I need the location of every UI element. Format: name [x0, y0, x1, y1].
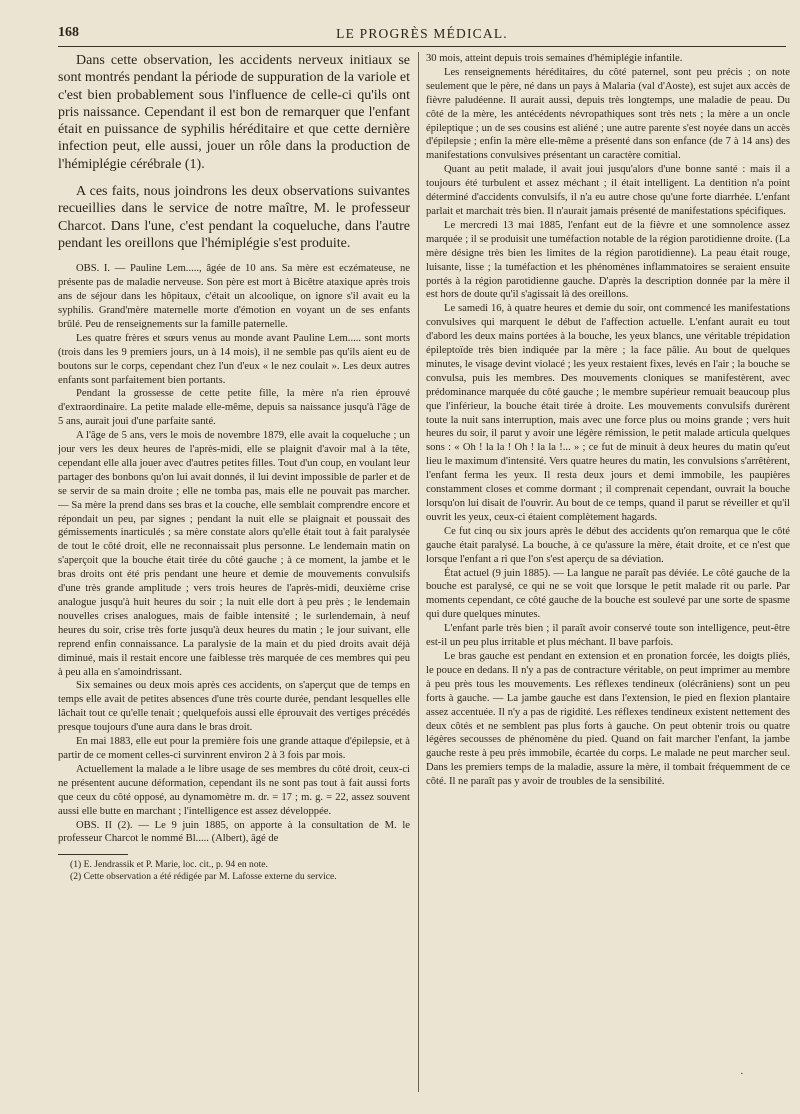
footnote-rule	[58, 854, 128, 855]
left-paragraph: Six semaines ou deux mois après ces accidents, on s'aperçut que de temps en temps elle avait de petites absences d'une très courte durée, pendant lesquelles elle lâchait tout ce qu'elle tenait ; quelquefois aussi elle éprouvait des vertiges précédés presque toujours d'une aura dans le bras droit.	[58, 680, 410, 734]
left-paragraph: Les quatre frères et sœurs venus au monde avant Pauline Lem..... sont morts (trois dans les 9 premiers jours, un à 14 mois), il ne semble pas qu'ils aient eu de boutons sur le corps, cependant chez l'un d'eux « le nez coulait ». Les deux autres enfants sont parfaitement bien portants.	[58, 332, 410, 386]
right-paragraph: 30 mois, atteint depuis trois semaines d'hémiplégie infantile.	[426, 53, 683, 64]
right-paragraph: Les renseignements héréditaires, du côté paternel, sont peu précis ; on note seulement que le père, né dans un pays à Malaria (val d'Aoste), est sujet aux accès de fièvre paludéenne. Il aurait aussi, depuis très longtemps, une maladie de peau. Du côté de la mère, les antécédents névropathiques sont très nets ; la mère a un oncle épileptique ; un de ses cousins est aliéné ; une autre parente s'est noyée dans un accès d'épilepsie ; enfin la mère elle-même a présenté dans son enfance (de 7 à 14 ans) des manifestations convulsives présentant un caractère comitial.	[426, 66, 790, 162]
left-paragraph: En mai 1883, elle eut pour la première fois une grande attaque d'épilepsie, et à partir de ce moment celles-ci survinrent environ 2 à 3 fois par mois.	[58, 736, 410, 761]
left-paragraph: Dans cette observation, les accidents nerveux initiaux se sont montrés pendant la période de suppuration de la variole et c'est bien probablement sous l'influence de celle-ci qu'ils ont pris naissance. Cependant il est bon de remarquer que l'enfant était en puissance de syphilis héréditaire et que cette dernière infection peut, elle aussi, jouer un rôle dans la production de l'hémiplégie cérébrale (1).	[58, 53, 410, 172]
column-divider	[418, 52, 419, 1092]
page-number: 168	[58, 25, 79, 40]
right-paragraph: Le samedi 16, à quatre heures et demie du soir, ont commencé les manifestations convulsives qui marquent le début de l'affection actuelle. L'enfant aurait eu tout d'abord les deux mains portées à la bouche, les yeux blancs, une véritable trépidation épileptoïde très bien indiquée par la mère ; la face pâlie. Au bout de quelques minutes, le visage devint violacé ; les yeux restaient fixes, levés en l'air ; la bouche se convulsa, puis les membres. Des mouvements cloniques se manifestèrent, avec prédominance marquée du côté gauche ; le membre supérieur remuait beaucoup plus que l'inférieur, la bouche était tirée à droite. Les mouvements convulsifs durèrent toute la nuit sans interruption, mais avec une force plus ou moins grande ; vers huit heures du soir, il parut y avoir une légère rémission, le petit malade articula quelques sons : « Oh ! la la ! Oh ! la la !... » ; ce fut de minuit à deux heures du matin qu'eut lieu le maximum d'intensité. Vers quatre heures du matin, les convulsions s'arrêtèrent, l'enfant ferma les yeux. Il resta deux jours et demi immobile, les paupières constamment closes et comme dormant ; il comprenait cependant, ouvrait la bouche lorsqu'on lui disait de l'ouvrir. Au bout de ce temps, quand il parut se réveiller et qu'il ouvrit les yeux, ceux-ci étaient complètement hagards.	[426, 303, 790, 523]
left-column	[58, 52, 410, 1100]
right-paragraph: L'enfant parle très bien ; il paraît avoir conservé toute son intelligence, peut-être est-il un peu plus irritable et plus méchant. Il bave parfois.	[426, 623, 790, 649]
right-paragraph: Le bras gauche est pendant en extension et en pronation forcée, les doigts pliés, le pouce en dedans. Il n'y a pas de contracture véritable, on peut imprimer au membre à peu près tous les mouvements. Les réflexes tendineux (olécrâniens) sont un peu forts à gauche. — La jambe gauche est dans l'extension, le pied en flexion plantaire assez accentuée. Il n'y a pas de rigidité. Les réflexes tendineux existent nettement des deux côtés et ne semblent pas plus forts à gauche. On peut obtenir trois ou quatre légères secousses de phénomène du pied. Quand on fait marcher l'enfant, la jambe gauche reste à peu près immobile, écartée du corps. Le malade ne peut marcher seul. Dans les premiers temps de la maladie, assure la mère, il tombait fréquemment de ce côté. Il ne paraît pas y avoir de troubles de la sensibilité.	[426, 650, 790, 788]
left-paragraph: OBS. I. — Pauline Lem....., âgée de 10 ans. Sa mère est eczémateuse, ne présente pas de maladie nerveuse. Son père est mort à Bicêtre ataxique après trois ans de séjour dans les hôpitaux, c'était un alcoolique, on ignore s'il avait eu la syphilis. Grand'mère maternelle morte d'émotion en voyant un de ses enfants brûlé. Peu de renseignements sur la famille paternelle.	[58, 263, 410, 330]
right-paragraph: État actuel (9 juin 1885). — La langue ne paraît pas déviée. Le côté gauche de la bouche est paralysé, ce qui ne se voit que lorsque le petit malade rit ou parle. Par moments cependant, ce côté gauche de la bouche est soulevé par une sorte de spasme qui dure quelques minutes.	[426, 567, 790, 621]
footnote: (2) Cette observation a été rédigée par M. Lafosse externe du service.	[70, 871, 337, 883]
left-paragraph: A ces faits, nous joindrons les deux observations suivantes recueillies dans le service de notre maître, M. le professeur Charcot. Dans l'une, c'est pendant la coqueluche, dans l'autre pendant les oreillons que l'hémiplégie s'est produite.	[58, 184, 410, 251]
footnote: (1) E. Jendrassik et P. Marie, loc. cit., p. 94 en note.	[70, 859, 268, 871]
page-header	[58, 22, 786, 47]
left-paragraph: Pendant la grossesse de cette petite fille, la mère n'a rien éprouvé d'extraordinaire. La petite malade elle-même, depuis sa naissance jusqu'à l'âge de 5 ans, aurait joui d'une parfaite santé.	[58, 388, 410, 428]
left-paragraph: OBS. II (2). — Le 9 juin 1885, on apporte à la consultation de M. le professeur Charcot le nommé Bl..... (Albert), âgé de	[58, 819, 410, 845]
right-paragraph: Ce fut cinq ou six jours après le début des accidents qu'on remarqua que le côté gauche était paralysé. La bouche, à ce qu'assure la mère, était droite, et ce n'est que lorsque l'enfant a ri que l'on s'est aperçu de sa déviation.	[426, 525, 790, 565]
right-paragraph: Le mercredi 13 mai 1885, l'enfant eut de la fièvre et une somnolence assez marquée ; il se produisit une tuméfaction notable de la région parotidienne droite. (La mère désigne très bien les limites de la région parotidienne). La peau était rouge, luisante, lisse ; la tuméfaction et les phénomènes inflammatoires se seraient ensuite portés à la région parotidienne gauche. D'après la description donnée par la mère il est hors de doute qu'il s'agissait là des oreillons.	[426, 219, 790, 301]
left-paragraph: Actuellement la malade a le libre usage de ses membres du côté droit, ceux-ci ne présentent aucune déformation, cependant ils ne sont pas tout à fait aussi forts que ceux du côté opposé, au dynamomètre m. dr. = 17 ; m. g. = 22, assez souvent aussi elle butte en marchant ; l'intelligence est assez développée.	[58, 763, 410, 817]
right-column	[426, 52, 790, 1100]
right-paragraph: Quant au petit malade, il avait joui jusqu'alors d'une bonne santé : mais il a toujours été turbulent et assez méchant ; il était intelligent. La dentition n'a point déterminé d'accidents convulsifs, il n'a eu autre chose qu'une forte diarrhée. L'enfant parlait et marchait très bien. Il n'aurait jamais présenté de manifestations spécifiques.	[426, 164, 790, 217]
left-paragraph: A l'âge de 5 ans, vers le mois de novembre 1879, elle avait la coqueluche ; un jour vers les deux heures de l'après-midi, elle se plaignit d'avoir mal à la tête, cependant elle alla jouer avec d'autres petites filles. Tout d'un coup, en voulant leur partager des bonbons qu'on lui avait donnés, il lui devint impossible de parler et de se servir de sa main droite ; elle ne tomba pas, mais elle ne pouvait pas marcher. — Sa mère la prend dans ses bras et la couche, elle semblait comprendre encore et répondait un peu, par signes ; pendant la nuit elle se plaignait et poussait des gémissements inarticulés ; sa mère constate alors qu'elle était tout à fait paralysée de tout le côté droit, elle ne reconnaissait plus personne. Le lendemain matin on s'aperçoit que la bouche était tirée du côté gauche ; à ce moment, la jambe et le bras droits ont été pris pendant une heure et demie de mouvements convulsifs d'une très grande amplitude ; vers trois heures de l'après-midi, deuxième crise analogue jusqu'à huit heures du soir ; la nuit elle dort à peu près ; le lendemain nouvelles crises analogues, mais de faible intensité ; le surlendemain, à neuf heures du soir, crise très forte jusqu'à deux heures du matin ; le jour suivant, elle reprend enfin connaissance. La paralysie de la main et du pied droits avait déjà diminué, mais il restait encore une faiblesse très marquée de ces membres qui peu à peu alla en s'amoindrissant.	[58, 430, 410, 678]
end-dot: ·	[740, 1068, 744, 1080]
journal-title: LE PROGRÈS MÉDICAL.	[336, 26, 508, 41]
